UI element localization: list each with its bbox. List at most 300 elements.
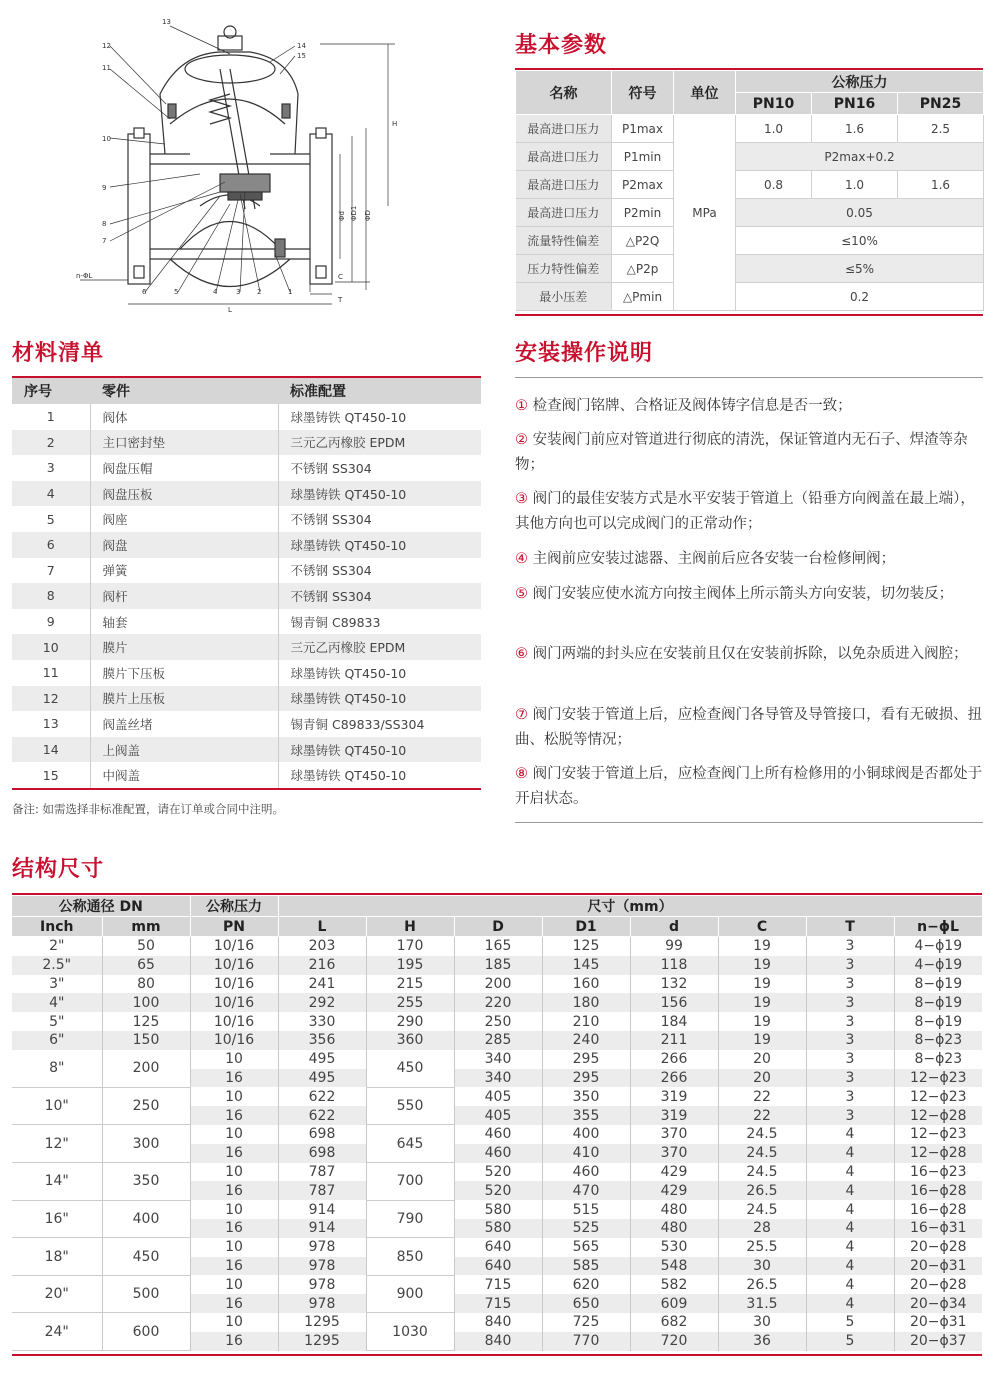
dim-d-inner: 548	[630, 1257, 718, 1276]
material-no: 4	[12, 481, 90, 507]
material-no: 3	[12, 455, 90, 481]
dim-d-inner: 184	[630, 1012, 718, 1031]
material-std: 不锈钢 SS304	[290, 460, 372, 476]
material-std: 锡青铜 C89833/SS304	[290, 716, 425, 732]
dim-c: 24.5	[718, 1144, 806, 1163]
dims-rule	[12, 893, 982, 895]
part-label: 9	[102, 184, 107, 192]
part-label: 14	[297, 42, 306, 50]
material-std: 球墨铸铁 QT450-10	[278, 532, 481, 558]
dim-t: 4	[806, 1200, 894, 1219]
install-item	[515, 582, 985, 607]
dim-pn: 10	[190, 1125, 278, 1144]
dim-t: 3	[806, 1069, 894, 1088]
material-no: 10	[12, 634, 90, 660]
material-part: 膜片	[90, 634, 278, 660]
material-no: 1	[12, 404, 90, 430]
dim-t: 4	[806, 1257, 894, 1276]
install-item	[515, 428, 985, 478]
materials-header-std: 标准配置	[278, 378, 481, 404]
dim-l: 241	[278, 975, 366, 994]
install-item-text: 安装阀门前应对管道进行彻底的清洗，保证管道内无石子、焊渣等杂物；	[515, 432, 968, 473]
part-label: 6	[142, 288, 147, 296]
dim-l: 292	[278, 993, 366, 1012]
dim-l: 978	[278, 1238, 366, 1257]
materials-row	[12, 737, 481, 763]
part-label: 15	[297, 52, 306, 60]
material-no: 2	[12, 430, 90, 456]
dimensions-table	[12, 896, 983, 1351]
dim-d-inner: 609	[630, 1294, 718, 1313]
dim-nl: 4−ϕ19	[894, 956, 982, 975]
material-std: 不锈钢 SS304	[290, 563, 372, 579]
part-label: 4	[213, 288, 218, 296]
dim-l: 978	[278, 1257, 366, 1276]
dim-pn: 10/16	[190, 975, 278, 994]
dim-h: 700	[366, 1163, 454, 1201]
material-std: 球墨铸铁 QT450-10	[290, 409, 407, 425]
dim-inch: 10"	[12, 1087, 102, 1125]
dim-d-inner: 682	[630, 1313, 718, 1332]
part-label: 7	[102, 237, 107, 245]
material-no: 8	[12, 583, 90, 609]
dims-row	[12, 1050, 982, 1069]
install-item-number: ⑧	[515, 766, 528, 782]
install-item	[515, 762, 985, 812]
dim-d1: 650	[542, 1294, 630, 1313]
dim-l: 914	[278, 1219, 366, 1238]
dims-header-d-outer: D	[454, 917, 542, 937]
param-value: 2.5	[898, 115, 984, 143]
params-bottom-rule	[515, 314, 983, 316]
dim-nl: 8−ϕ19	[894, 993, 982, 1012]
dim-d-inner: 266	[630, 1050, 718, 1069]
dim-label: ΦD1	[350, 205, 358, 221]
material-std: 锡青铜 C89833	[290, 614, 381, 630]
dim-c: 30	[718, 1313, 806, 1332]
install-bottom-rule	[515, 822, 983, 823]
materials-note: 备注: 如需选择非标准配置，请在订单或合同中注明。	[12, 802, 285, 816]
dim-mm: 100	[102, 993, 190, 1012]
material-part: 阀盘	[90, 532, 278, 558]
material-no: 13	[12, 711, 90, 737]
dim-mm: 125	[102, 1012, 190, 1031]
dim-c: 22	[718, 1087, 806, 1106]
dim-d1: 525	[542, 1219, 630, 1238]
dim-nl: 16−ϕ28	[909, 1201, 967, 1218]
dim-c: 19	[718, 975, 806, 994]
dim-pn: 16	[190, 1257, 278, 1276]
dim-nl: 20−ϕ37	[894, 1332, 982, 1351]
material-no: 7	[12, 558, 90, 584]
materials-row	[12, 634, 481, 660]
dim-d1: 295	[542, 1069, 630, 1088]
param-value: ≤5%	[736, 255, 984, 283]
install-item	[515, 547, 985, 572]
dim-d-outer: 250	[454, 1012, 542, 1031]
param-name: 压力特性偏差	[516, 255, 612, 283]
materials-row	[12, 583, 481, 609]
param-symbol: P2min	[612, 199, 674, 227]
params-row	[516, 255, 984, 283]
dim-t: 3	[806, 1087, 894, 1106]
params-row	[516, 143, 984, 171]
dim-pn: 10	[190, 1200, 278, 1219]
param-symbol: P1min	[612, 143, 674, 171]
params-header-pn25: PN25	[898, 93, 984, 115]
dim-d1: 145	[542, 956, 630, 975]
dim-t: 3	[806, 1050, 894, 1069]
materials-header-no: 序号	[12, 378, 90, 404]
dim-pn: 10/16	[190, 956, 278, 975]
material-no: 14	[12, 737, 90, 763]
dim-mm: 350	[102, 1163, 190, 1201]
dim-pn: 10/16	[190, 993, 278, 1012]
install-item-text: 阀门安装应使水流方向按主阀体上所示箭头方向安装，切勿装反；	[528, 586, 954, 602]
dim-t: 3	[806, 1106, 894, 1125]
dims-header-pn-group: 公称压力	[190, 896, 278, 917]
param-value: 1.0	[812, 171, 898, 199]
dim-inch: 2"	[12, 937, 102, 956]
material-part: 阀盖丝堵	[90, 711, 278, 737]
install-item-number: ③	[515, 491, 528, 507]
part-label: 1	[288, 288, 293, 296]
param-value: ≤10%	[736, 227, 984, 255]
dim-nl: 12−ϕ23	[894, 1069, 982, 1088]
dim-d1: 295	[542, 1050, 630, 1069]
param-value: 0.05	[736, 199, 984, 227]
dim-d-inner: 720	[630, 1332, 718, 1351]
dim-label: ΦD	[364, 210, 372, 221]
dim-nl: 16−ϕ23	[909, 1163, 967, 1180]
dim-d1: 515	[542, 1200, 630, 1219]
dim-d-inner: 319	[630, 1087, 718, 1106]
material-part: 膜片上压板	[90, 686, 278, 712]
params-row	[516, 115, 984, 143]
dims-header-h: H	[366, 917, 454, 937]
dim-inch: 14"	[12, 1163, 102, 1201]
params-header-pn16: PN16	[812, 93, 898, 115]
param-value: 0.2	[736, 283, 984, 311]
dim-mm: 150	[102, 1031, 190, 1050]
dim-label: n-ΦL	[76, 272, 93, 280]
material-part: 主口密封垫	[90, 430, 278, 456]
params-row	[516, 199, 984, 227]
dim-d-outer: 640	[454, 1257, 542, 1276]
materials-row	[12, 609, 481, 635]
material-std: 三元乙丙橡胶 EPDM	[278, 430, 481, 456]
dim-t: 4	[806, 1163, 894, 1182]
param-name: 最高进口压力	[516, 199, 612, 227]
material-part: 阀盘压帽	[90, 455, 278, 481]
param-name: 最高进口压力	[516, 115, 612, 143]
dim-mm: 250	[102, 1087, 190, 1125]
dim-d-outer: 405	[454, 1106, 542, 1125]
dim-pn: 10	[190, 1050, 278, 1069]
param-name: 流量特性偏差	[516, 227, 612, 255]
param-value: 1.6	[812, 115, 898, 143]
dim-nl: 20−ϕ34	[894, 1294, 982, 1313]
dim-l: 978	[278, 1275, 366, 1294]
dim-d-inner: 480	[630, 1219, 718, 1238]
dim-d-outer: 340	[454, 1050, 542, 1069]
dims-row	[12, 1125, 982, 1144]
dim-mm: 500	[102, 1275, 190, 1313]
install-item	[515, 487, 985, 537]
dim-mm: 80	[102, 975, 190, 994]
dim-c: 22	[718, 1106, 806, 1125]
materials-table	[12, 378, 481, 788]
dim-c: 24.5	[718, 1163, 806, 1182]
dim-d1: 410	[542, 1144, 630, 1163]
dim-h: 450	[366, 1050, 454, 1088]
dim-inch: 8"	[12, 1050, 102, 1088]
install-title: 安装操作说明	[515, 341, 654, 366]
materials-row	[12, 558, 481, 584]
dim-c: 19	[718, 956, 806, 975]
material-std: 球墨铸铁 QT450-10	[290, 665, 407, 681]
install-item	[515, 703, 985, 753]
materials-row	[12, 455, 481, 481]
part-label: 5	[174, 288, 179, 296]
material-part: 上阀盖	[90, 737, 278, 763]
dim-d-outer: 165	[454, 937, 542, 956]
install-item-number: ⑦	[515, 707, 528, 723]
dim-d-outer: 220	[454, 993, 542, 1012]
params-header-pressure: 公称压力	[736, 71, 984, 93]
dims-row	[12, 1087, 982, 1106]
dim-nl: 20−ϕ28	[909, 1239, 967, 1256]
install-item-number: ④	[515, 551, 528, 567]
material-part: 膜片下压板	[90, 660, 278, 686]
dim-d1: 240	[542, 1031, 630, 1050]
dim-d-outer: 640	[454, 1238, 542, 1257]
dim-pn: 16	[190, 1106, 278, 1125]
materials-row	[12, 711, 481, 737]
param-unit: MPa	[674, 115, 736, 311]
dim-d1: 125	[542, 937, 630, 956]
dim-inch: 20"	[12, 1275, 102, 1313]
install-item-number: ⑥	[515, 646, 528, 662]
dim-d-inner: 266	[630, 1069, 718, 1088]
dim-pn: 16	[190, 1219, 278, 1238]
param-value: 1.6	[898, 171, 984, 199]
dim-l: 698	[278, 1125, 366, 1144]
dim-inch: 6"	[12, 1031, 102, 1050]
dims-header-mm: mm	[102, 917, 190, 937]
install-item-text: 阀门安装于管道上后，应检查阀门上所有检修用的小铜球阀是否都处于开启状态。	[515, 766, 983, 807]
dim-d1: 180	[542, 993, 630, 1012]
dim-l: 978	[278, 1294, 366, 1313]
install-rule	[515, 377, 983, 378]
dim-d1: 210	[542, 1012, 630, 1031]
part-label: 10	[102, 135, 111, 143]
right-flange	[310, 134, 332, 284]
param-value: P2max+0.2	[736, 143, 984, 171]
dim-c: 26.5	[718, 1275, 806, 1294]
dim-mm: 300	[102, 1125, 190, 1163]
params-table	[515, 70, 984, 311]
params-title: 基本参数	[515, 33, 608, 58]
dim-h: 1030	[366, 1313, 454, 1351]
dim-label: C	[338, 273, 343, 281]
materials-row	[12, 430, 481, 456]
param-name: 最高进口压力	[516, 171, 612, 199]
dim-mm: 65	[102, 956, 190, 975]
dims-row	[12, 1012, 982, 1031]
params-header-unit: 单位	[674, 71, 736, 115]
dims-row	[12, 937, 982, 956]
dim-c: 36	[718, 1332, 806, 1351]
dim-t: 5	[806, 1332, 894, 1351]
dim-d-inner: 429	[630, 1163, 718, 1182]
dim-l: 622	[278, 1106, 366, 1125]
material-part: 阀盘压板	[90, 481, 278, 507]
params-row	[516, 283, 984, 311]
dim-d1: 770	[542, 1332, 630, 1351]
dim-l: 1295	[278, 1313, 366, 1332]
dims-header-inch: Inch	[12, 917, 102, 937]
part-label: 11	[102, 64, 111, 72]
dim-d-outer: 580	[454, 1219, 542, 1238]
dim-t: 3	[806, 1012, 894, 1031]
dim-pn: 16	[190, 1332, 278, 1351]
material-part: 中阀盖	[90, 762, 278, 788]
valve-drawing	[70, 14, 410, 314]
dims-header-pn: PN	[190, 917, 278, 937]
dim-inch: 4"	[12, 993, 102, 1012]
dim-mm: 400	[102, 1200, 190, 1238]
dim-l: 495	[278, 1069, 366, 1088]
dim-d-outer: 285	[454, 1031, 542, 1050]
dim-h: 255	[366, 993, 454, 1012]
param-value: 0.8	[736, 171, 812, 199]
material-no: 9	[12, 609, 90, 635]
material-std: 球墨铸铁 QT450-10	[290, 768, 407, 784]
dim-t: 3	[806, 956, 894, 975]
dim-d1: 725	[542, 1313, 630, 1332]
materials-row	[12, 762, 481, 788]
dim-pn: 10/16	[190, 937, 278, 956]
install-item-text: 主阀前应安装过滤器、主阀前后应各安装一台检修闸阀；	[528, 551, 896, 567]
dim-inch: 5"	[12, 1012, 102, 1031]
part-label: 8	[102, 220, 107, 228]
dim-inch: 2.5"	[12, 956, 102, 975]
dim-c: 24.5	[718, 1200, 806, 1219]
dim-h: 170	[366, 937, 454, 956]
dim-d-outer: 340	[454, 1069, 542, 1088]
dim-d-outer: 715	[454, 1275, 542, 1294]
param-symbol: △Pmin	[612, 283, 674, 311]
material-no: 5	[12, 506, 90, 532]
param-symbol: P2max	[612, 171, 674, 199]
material-no: 12	[12, 686, 90, 712]
dim-h: 645	[366, 1125, 454, 1163]
dim-l: 1295	[278, 1332, 366, 1351]
dim-d-inner: 319	[630, 1106, 718, 1125]
material-std: 不锈钢 SS304	[290, 512, 372, 528]
dim-c: 19	[718, 1012, 806, 1031]
material-part: 弹簧	[90, 558, 278, 584]
dims-row	[12, 1163, 982, 1182]
dims-row	[12, 993, 982, 1012]
dim-c: 19	[718, 993, 806, 1012]
dims-bottom-rule	[12, 1354, 982, 1356]
dim-nl: 20−ϕ31	[909, 1314, 967, 1331]
dim-nl: 12−ϕ23	[909, 1126, 967, 1143]
params-header-symbol: 符号	[612, 71, 674, 115]
dim-t: 4	[806, 1144, 894, 1163]
dim-l: 787	[278, 1163, 366, 1182]
param-symbol: △P2p	[612, 255, 674, 283]
dim-l: 216	[278, 956, 366, 975]
dim-t: 4	[806, 1219, 894, 1238]
dim-nl: 8−ϕ23	[894, 1031, 982, 1050]
part-label: 13	[162, 18, 171, 26]
dims-header-dn: 公称通径 DN	[12, 896, 190, 917]
dim-nl: 12−ϕ28	[894, 1144, 982, 1163]
materials-title: 材料清单	[12, 341, 105, 366]
dim-t: 4	[806, 1275, 894, 1294]
dim-d1: 355	[542, 1106, 630, 1125]
dim-c: 25.5	[718, 1238, 806, 1257]
dim-c: 20	[718, 1069, 806, 1088]
dims-header-l: L	[278, 917, 366, 937]
dim-d-inner: 211	[630, 1031, 718, 1050]
dim-d-outer: 460	[454, 1125, 542, 1144]
dim-pn: 10	[190, 1275, 278, 1294]
dims-row	[12, 956, 982, 975]
part-label: 12	[102, 42, 111, 50]
dim-mm: 450	[102, 1238, 190, 1276]
materials-row	[12, 660, 481, 686]
dim-nl: 16−ϕ28	[894, 1181, 982, 1200]
dim-d-outer: 520	[454, 1163, 542, 1182]
dim-c: 20	[718, 1050, 806, 1069]
dim-d-outer: 460	[454, 1144, 542, 1163]
dim-d-inner: 370	[630, 1125, 718, 1144]
dims-row	[12, 1238, 982, 1257]
dim-d-outer: 715	[454, 1294, 542, 1313]
material-std: 球墨铸铁 QT450-10	[278, 481, 481, 507]
dim-d1: 400	[542, 1125, 630, 1144]
dim-nl: 4−ϕ19	[914, 938, 963, 955]
dim-l: 356	[278, 1031, 366, 1050]
dim-d-inner: 156	[630, 993, 718, 1012]
dim-t: 4	[806, 1294, 894, 1313]
install-item	[515, 394, 985, 419]
dim-h: 550	[366, 1087, 454, 1125]
material-std: 球墨铸铁 QT450-10	[278, 737, 481, 763]
part-label: 3	[236, 288, 241, 296]
dim-t: 5	[806, 1313, 894, 1332]
dim-d1: 620	[542, 1275, 630, 1294]
dim-nl: 20−ϕ28	[909, 1276, 967, 1293]
materials-row	[12, 481, 481, 507]
dim-c: 19	[718, 937, 806, 956]
dims-header-d-inner: d	[630, 917, 718, 937]
dim-inch: 16"	[12, 1200, 102, 1238]
params-header-pn10: PN10	[736, 93, 812, 115]
dim-d-outer: 185	[454, 956, 542, 975]
dim-mm: 200	[102, 1050, 190, 1088]
dims-row	[12, 1275, 982, 1294]
install-item	[515, 642, 985, 667]
dim-pn: 10/16	[190, 1031, 278, 1050]
dim-nl: 8−ϕ19	[914, 1013, 963, 1030]
part-label: 2	[257, 288, 262, 296]
dim-label: Φd	[338, 211, 346, 221]
